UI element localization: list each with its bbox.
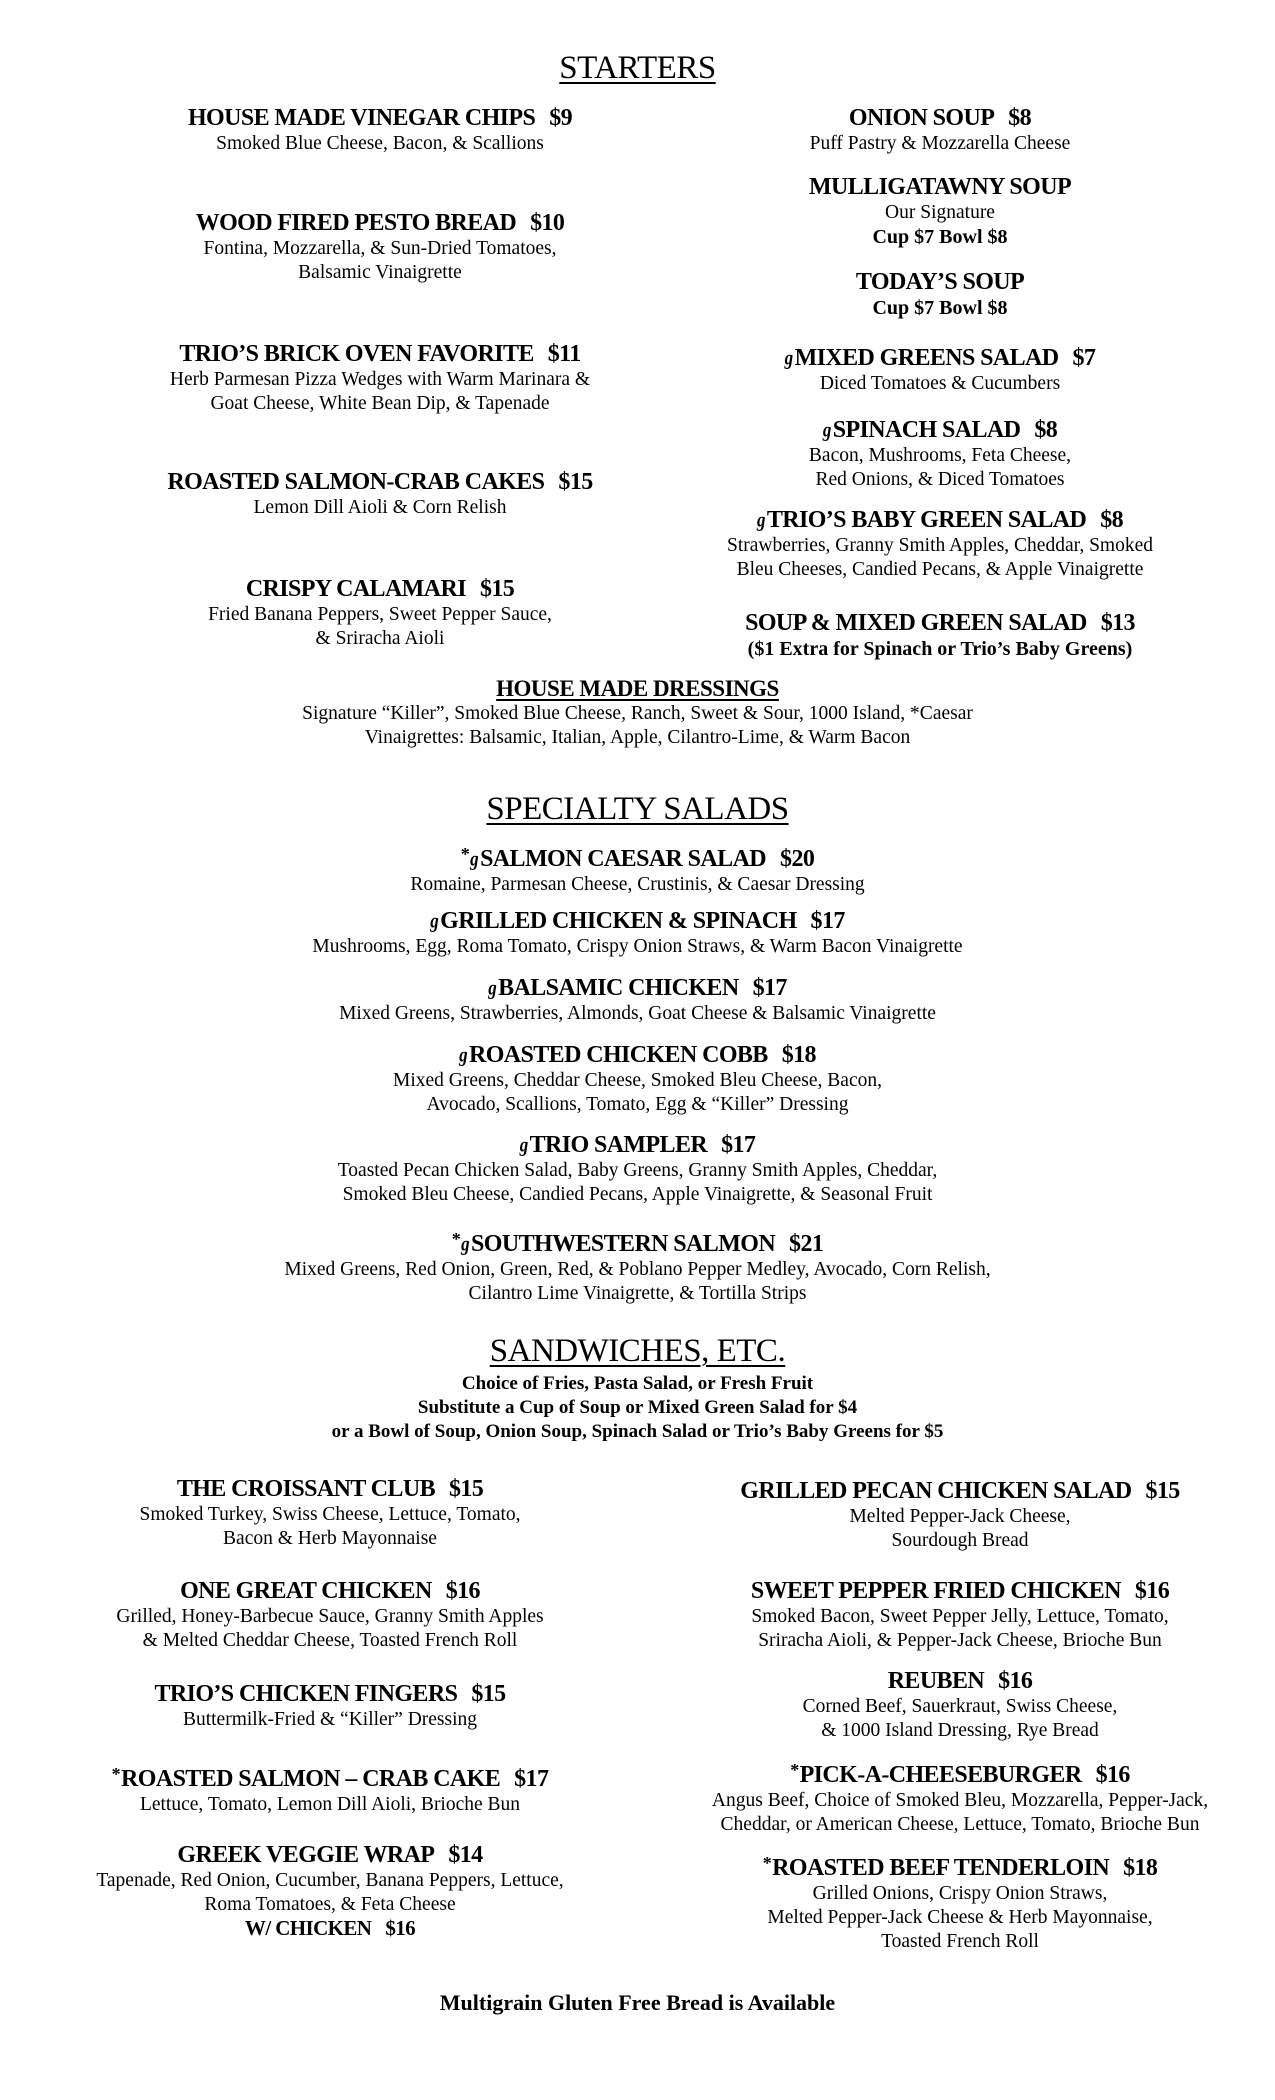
gluten-free-note: Multigrain Gluten Free Bread is Available [439,1990,836,2015]
addon-price: $16 [385,1916,416,1940]
menu-item [660,1667,1260,1743]
item-name: GRILLED CHICKEN & SPINACH [440,908,797,934]
item-name: MIXED GREENS SALAD [794,345,1059,371]
item-price: $16 [998,1668,1033,1694]
item-name: GRILLED PECAN CHICKEN SALAD [740,1478,1132,1504]
item-name-line [20,1841,640,1869]
description-line: Smoked Blue Cheese, Bacon, & Scallions [216,133,544,154]
item-name: SOUTHWESTERN SALMON [471,1231,776,1257]
item-price: $13 [1100,610,1135,636]
item-name: TRIO’S BABY GREEN SALAD [766,507,1087,533]
specialty-salads-title: SPECIALTY SALADS [486,791,789,827]
description-line: Corned Beef, Sauerkraut, Swiss Cheese, [802,1696,1118,1717]
item-name-line [660,1577,1260,1605]
sandwiches-info-line: or a Bowl of Soup, Onion Soup, Spinach Salad or Trio’s Baby Greens for $5 [331,1421,944,1442]
item-price: $15 [479,576,515,602]
item-name: PICK-A-CHEESEBURGER [799,1762,1082,1788]
description-line: Mixed Greens, Cheddar Cheese, Smoked Bleu Cheese, Bacon, [392,1070,882,1091]
dressings-line: Vinaigrettes: Balsamic, Italian, Apple, Cilantro-Lime, & Warm Bacon [364,727,911,748]
item-price: $15 [448,1476,484,1502]
starters-title: STARTERS [559,50,716,86]
item-name: HOUSE MADE VINEGAR CHIPS [187,105,536,131]
description-line: Smoked Bleu Cheese, Candied Pecans, Apple Vinaigrette, & Seasonal Fruit [342,1184,933,1205]
description-line: Smoked Bacon, Sweet Pepper Jelly, Lettuce, Tomato, [751,1606,1169,1627]
description-line: & Sriracha Aioli [315,628,445,649]
description-line: & Melted Cheddar Cheese, Toasted French Roll [142,1630,518,1651]
item-name-line [660,1477,1260,1505]
item-description [660,1605,1260,1653]
menu-item [660,1756,1260,1837]
description-line: Mixed Greens, Red Onion, Green, Red, & Poblano Pepper Medley, Avocado, Corn Relish, [284,1259,991,1280]
menu-item [20,1680,640,1732]
item-price: $18 [1123,1855,1158,1881]
item-name: ONE GREAT CHICKEN [180,1578,432,1604]
description-line: Mushrooms, Egg, Roma Tomato, Crispy Onion Straws, & Warm Bacon Vinaigrette [312,936,963,957]
item-description [660,1695,1260,1743]
item-price: $8 [1100,507,1124,533]
item-name: SOUP & MIXED GREEN SALAD [745,610,1087,636]
item-price: $16 [1095,1762,1130,1788]
gluten-free-icon: g [430,908,439,933]
item-name: TODAY’S SOUP [855,269,1025,295]
item-price: $16 [1134,1578,1170,1604]
item-name: THE CROISSANT CLUB [176,1476,435,1502]
description-line: Our Signature [885,202,995,223]
sandwiches-info-line: Choice of Fries, Pasta Salad, or Fresh Fruit [461,1373,814,1394]
gluten-free-icon: g [470,846,479,871]
gluten-free-icon: g [756,507,765,532]
dressings-title: HOUSE MADE DRESSINGS [496,676,779,701]
description-line: Angus Beef, Choice of Smoked Bleu, Mozzarella, Pepper-Jack, [711,1790,1209,1811]
description-line: Toasted Pecan Chicken Salad, Baby Greens, Granny Smith Apples, Cheddar, [337,1160,938,1181]
description-line: Buttermilk-Fried & “Killer” Dressing [182,1709,478,1730]
item-name: GREEK VEGGIE WRAP [177,1842,435,1868]
description-line: Melted Pepper-Jack Cheese & Herb Mayonnaise, [767,1907,1153,1928]
item-name: TRIO SAMPLER [529,1132,708,1158]
description-line: Sourdough Bread [891,1530,1029,1551]
item-price: $7 [1072,345,1096,371]
menu-item [660,1849,1260,1954]
item-name-line [660,1849,1260,1882]
item-price: $17 [514,1766,549,1792]
item-price: $10 [530,210,565,236]
item-price: $14 [448,1842,483,1868]
item-price: $15 [1145,1478,1180,1504]
item-name-line [20,1577,640,1605]
menu-item [20,1475,640,1551]
cup-bowl-prices: Cup $7 Bowl $8 [872,226,1008,248]
description-line: Sriracha Aioli, & Pepper-Jack Cheese, Brioche Bun [758,1630,1162,1651]
item-price: $17 [752,975,787,1001]
menu-item [20,1577,640,1653]
item-name: ROASTED CHICKEN COBB [468,1042,768,1068]
description-line: Fontina, Mozzarella, & Sun-Dried Tomatoes, [203,238,557,259]
item-name: TRIO’S BRICK OVEN FAVORITE [179,341,534,367]
item-name: ONION SOUP [848,105,995,131]
item-name: ROASTED BEEF TENDERLOIN [772,1855,1110,1881]
item-name-line [20,1760,640,1793]
item-price: $9 [549,105,573,131]
item-price: $8 [1034,417,1058,443]
cup-bowl-prices: Cup $7 Bowl $8 [872,297,1008,319]
item-name: ROASTED SALMON – CRAB CAKE [121,1766,501,1792]
item-name: WOOD FIRED PESTO BREAD [195,210,517,236]
description-line: Puff Pastry & Mozzarella Cheese [809,133,1071,154]
sandwiches-left-column [20,0,640,1980]
description-line: Bacon & Herb Mayonnaise [223,1528,437,1549]
menu-item [660,1577,1260,1653]
gluten-free-icon: g [461,1231,470,1256]
item-name: CRISPY CALAMARI [245,576,466,602]
item-description [20,1708,640,1732]
description-line: Romaine, Parmesan Cheese, Crustinis, & Caesar Dressing [410,874,865,895]
item-name: ROASTED SALMON-CRAB CAKES [167,469,545,495]
item-description [20,1793,640,1817]
star-marker: * [451,1229,461,1249]
description-line: Diced Tomatoes & Cucumbers [819,373,1061,394]
description-line: Melted Pepper-Jack Cheese, [849,1506,1071,1527]
item-name-line [660,1667,1260,1695]
gluten-free-icon: g [488,975,497,1000]
item-price: $15 [471,1681,506,1707]
description-line: Roma Tomatoes, & Feta Cheese [204,1894,456,1915]
item-price: $16 [445,1578,480,1604]
item-name-line [660,1756,1260,1789]
description-line: Lemon Dill Aioli & Corn Relish [253,497,507,518]
item-note: ($1 Extra for Spinach or Trio’s Baby Greens) [747,638,1133,660]
item-name: SALMON CAESAR SALAD [480,846,767,872]
description-line: Cheddar, or American Cheese, Lettuce, Tomato, Brioche Bun [720,1814,1200,1835]
item-name: MULLIGATAWNY SOUP [808,174,1072,200]
item-description [660,1505,1260,1553]
description-line: Smoked Turkey, Swiss Cheese, Lettuce, Tomato, [139,1504,521,1525]
item-description [660,1789,1260,1837]
addon-name: W/ CHICKEN [244,1916,372,1940]
description-line: Balsamic Vinaigrette [298,262,462,283]
star-marker: * [111,1764,121,1784]
item-name-line [20,1475,640,1503]
item-name: SWEET PEPPER FRIED CHICKEN [750,1578,1121,1604]
sandwiches-right-column [660,0,1260,1980]
description-line: Toasted French Roll [881,1931,1039,1952]
item-addon-line [20,1917,640,1939]
item-price: $15 [558,469,593,495]
item-description [20,1503,640,1551]
item-description [20,1869,640,1917]
menu-item [20,1760,640,1817]
item-price: $11 [547,341,581,367]
item-name: SPINACH SALAD [832,417,1021,443]
sandwiches-info-line: Substitute a Cup of Soup or Mixed Green Salad for $4 [417,1397,858,1418]
description-line: Red Onions, & Diced Tomatoes [815,469,1065,490]
description-line: Tapenade, Red Onion, Cucumber, Banana Peppers, Lettuce, [96,1870,564,1891]
item-price: $17 [810,908,845,934]
description-line: Goat Cheese, White Bean Dip, & Tapenade [210,393,550,414]
description-line: & 1000 Island Dressing, Rye Bread [821,1720,1099,1741]
description-line: Avocado, Scallions, Tomato, Egg & “Killer” Dressing [426,1094,849,1115]
description-line: Bacon, Mushrooms, Feta Cheese, [808,445,1072,466]
description-line: Lettuce, Tomato, Lemon Dill Aioli, Brioche Bun [139,1794,521,1815]
item-name: REUBEN [887,1668,985,1694]
description-line: Fried Banana Peppers, Sweet Pepper Sauce, [208,604,552,625]
item-price: $8 [1008,105,1032,131]
item-price: $21 [789,1231,824,1257]
item-description [20,1605,640,1653]
star-marker: * [790,1760,799,1780]
description-line: Herb Parmesan Pizza Wedges with Warm Marinara & [169,369,591,390]
description-line: Strawberries, Granny Smith Apples, Cheddar, Smoked [727,535,1153,556]
dressings-line: Signature “Killer”, Smoked Blue Cheese, Ranch, Sweet & Sour, 1000 Island, *Caesar [302,703,973,724]
star-marker: * [460,844,470,864]
sandwiches-title: SANDWICHES, ETC. [489,1333,786,1369]
description-line: Cilantro Lime Vinaigrette, & Tortilla Strips [468,1283,807,1304]
menu-item [660,1477,1260,1553]
item-price: $18 [781,1042,816,1068]
item-price: $20 [780,846,815,872]
gluten-free-icon: g [822,417,831,442]
gluten-free-icon: g [459,1042,467,1067]
description-line: Grilled, Honey-Barbecue Sauce, Granny Smith Apples [116,1606,544,1627]
item-price: $17 [721,1132,756,1158]
menu-item [20,1841,640,1939]
item-name: TRIO’S CHICKEN FINGERS [154,1681,458,1707]
gluten-free-icon: g [784,345,793,370]
description-line: Mixed Greens, Strawberries, Almonds, Goat Cheese & Balsamic Vinaigrette [339,1003,936,1024]
gluten-free-icon: g [519,1132,528,1157]
star-marker: * [762,1853,772,1873]
item-name-line [20,1680,640,1708]
item-description [660,1882,1260,1954]
description-line: Bleu Cheeses, Candied Pecans, & Apple Vinaigrette [736,559,1144,580]
description-line: Grilled Onions, Crispy Onion Straws, [812,1883,1108,1904]
item-name: BALSAMIC CHICKEN [498,975,739,1001]
